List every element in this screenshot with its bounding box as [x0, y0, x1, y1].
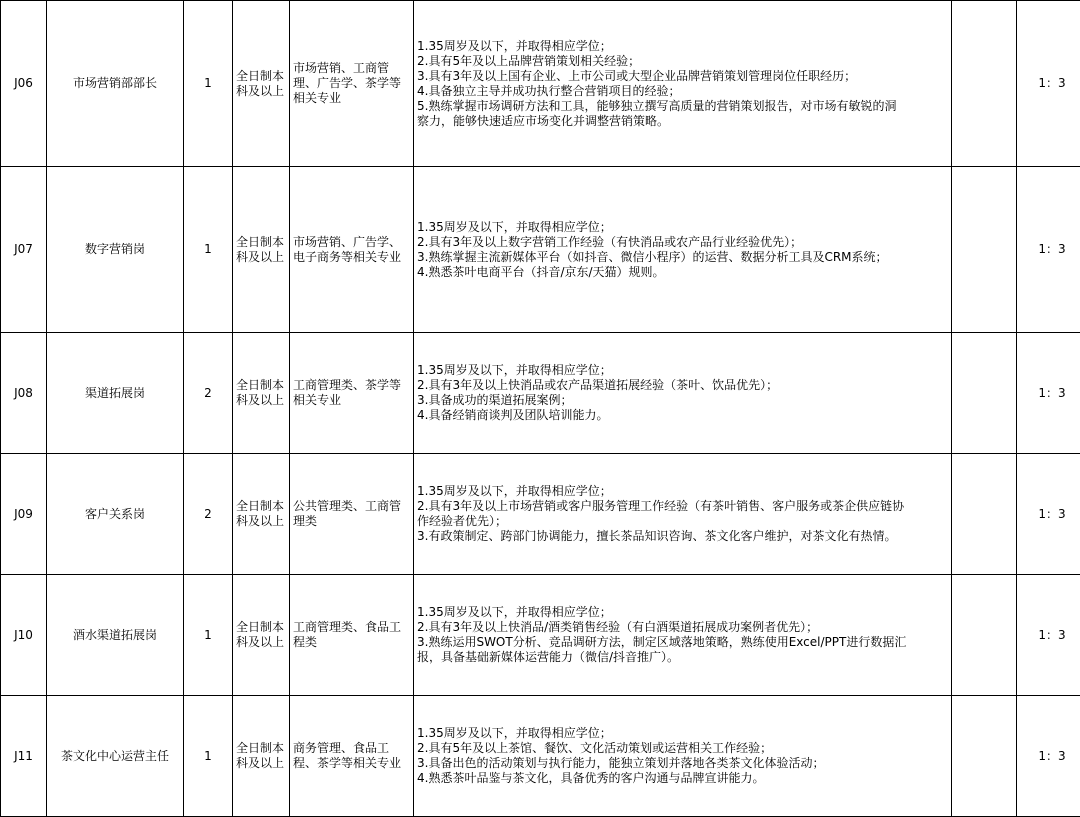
major-requirement: 市场营销、工商管理、广告学、茶学等相关专业	[290, 1, 414, 167]
education-requirement: 全日制本科及以上	[233, 696, 290, 817]
interview-ratio: 1：3	[1017, 333, 1080, 454]
requirement-line: 2.具有5年及以上茶馆、餐饮、文化活动策划或运营相关工作经验；	[417, 741, 948, 756]
education-requirement: 全日制本科及以上	[233, 333, 290, 454]
table-body	[1, 1, 1080, 817]
requirement-line: 4.熟悉茶叶电商平台（抖音/京东/天猫）规则。	[417, 265, 948, 280]
qualification-requirements	[414, 1, 952, 167]
requirement-line: 1.35周岁及以下，并取得相应学位；	[417, 605, 948, 620]
qualification-requirements	[414, 167, 952, 333]
requirement-line: 2.具有5年及以上品牌营销策划相关经验；	[417, 54, 948, 69]
table-row	[1, 333, 1080, 454]
position-title: 数字营销岗	[47, 167, 184, 333]
position-title: 渠道拓展岗	[47, 333, 184, 454]
interview-ratio: 1：3	[1017, 454, 1080, 575]
qualification-requirements	[414, 575, 952, 696]
education-requirement: 全日制本科及以上	[233, 454, 290, 575]
table-row	[1, 575, 1080, 696]
table-row	[1, 1, 1080, 167]
headcount: 1	[184, 696, 233, 817]
major-requirement: 工商管理类、茶学等相关专业	[290, 333, 414, 454]
position-code: J09	[1, 454, 47, 575]
requirement-line: 3.具备成功的渠道拓展案例；	[417, 393, 948, 408]
position-code: J11	[1, 696, 47, 817]
interview-ratio: 1：3	[1017, 167, 1080, 333]
headcount: 2	[184, 333, 233, 454]
education-requirement: 全日制本科及以上	[233, 167, 290, 333]
requirement-line: 报，具备基础新媒体运营能力（微信/抖音推广）。	[417, 650, 948, 665]
position-title: 客户关系岗	[47, 454, 184, 575]
table-row	[1, 167, 1080, 333]
requirement-line: 4.具备经销商谈判及团队培训能力。	[417, 408, 948, 423]
table-row	[1, 454, 1080, 575]
table-row	[1, 696, 1080, 817]
headcount: 2	[184, 454, 233, 575]
blank-cell	[952, 696, 1017, 817]
requirement-line: 3.熟练运用SWOT分析、竞品调研方法，制定区域落地策略，熟练使用Excel/PPT进行数据汇	[417, 635, 948, 650]
requirement-line: 2.具有3年及以上快消品或农产品渠道拓展经验（茶叶、饮品优先）；	[417, 378, 948, 393]
interview-ratio: 1：3	[1017, 1, 1080, 167]
position-code: J10	[1, 575, 47, 696]
education-requirement: 全日制本科及以上	[233, 1, 290, 167]
qualification-requirements	[414, 696, 952, 817]
requirement-line: 4.熟悉茶叶品鉴与茶文化，具备优秀的客户沟通与品牌宣讲能力。	[417, 771, 948, 786]
major-requirement: 商务管理、食品工程、茶学等相关专业	[290, 696, 414, 817]
blank-cell	[952, 454, 1017, 575]
requirement-line: 1.35周岁及以下，并取得相应学位；	[417, 726, 948, 741]
requirement-line: 4.具备独立主导并成功执行整合营销项目的经验；	[417, 84, 948, 99]
position-title: 酒水渠道拓展岗	[47, 575, 184, 696]
major-requirement: 工商管理类、食品工程类	[290, 575, 414, 696]
interview-ratio: 1：3	[1017, 696, 1080, 817]
requirement-line: 1.35周岁及以下，并取得相应学位；	[417, 39, 948, 54]
qualification-requirements	[414, 333, 952, 454]
blank-cell	[952, 167, 1017, 333]
education-requirement: 全日制本科及以上	[233, 575, 290, 696]
requirement-line: 5.熟练掌握市场调研方法和工具，能够独立撰写高质量的营销策划报告，对市场有敏锐的洞	[417, 99, 948, 114]
position-title: 茶文化中心运营主任	[47, 696, 184, 817]
position-code: J07	[1, 167, 47, 333]
requirement-line: 1.35周岁及以下，并取得相应学位；	[417, 220, 948, 235]
position-code: J06	[1, 1, 47, 167]
requirement-line: 2.具有3年及以上市场营销或客户服务管理工作经验（有茶叶销售、客户服务或茶企供应链协	[417, 499, 948, 514]
blank-cell	[952, 333, 1017, 454]
requirement-line: 3.熟练掌握主流新媒体平台（如抖音、微信小程序）的运营、数据分析工具及CRM系统；	[417, 250, 948, 265]
requirement-line: 2.具有3年及以上快消品/酒类销售经验（有白酒渠道拓展成功案例者优先）；	[417, 620, 948, 635]
qualification-requirements	[414, 454, 952, 575]
position-title: 市场营销部部长	[47, 1, 184, 167]
major-requirement: 公共管理类、工商管理类	[290, 454, 414, 575]
position-code: J08	[1, 333, 47, 454]
blank-cell	[952, 1, 1017, 167]
requirement-line: 作经验者优先）；	[417, 514, 948, 529]
requirement-line: 2.具有3年及以上数字营销工作经验（有快消品或农产品行业经验优先）；	[417, 235, 948, 250]
headcount: 1	[184, 1, 233, 167]
headcount: 1	[184, 575, 233, 696]
requirement-line: 3.具备出色的活动策划与执行能力，能独立策划并落地各类茶文化体验活动；	[417, 756, 948, 771]
requirement-line: 3.有政策制定、跨部门协调能力，擅长茶品知识咨询、茶文化客户维护，对茶文化有热情。	[417, 529, 948, 544]
requirement-line: 1.35周岁及以下，并取得相应学位；	[417, 484, 948, 499]
interview-ratio: 1：3	[1017, 575, 1080, 696]
requirement-line: 3.具有3年及以上国有企业、上市公司或大型企业品牌营销策划管理岗位任职经历；	[417, 69, 948, 84]
major-requirement: 市场营销、广告学、电子商务等相关专业	[290, 167, 414, 333]
blank-cell	[952, 575, 1017, 696]
requirement-line: 察力，能够快速适应市场变化并调整营销策略。	[417, 114, 948, 129]
headcount: 1	[184, 167, 233, 333]
requirement-line: 1.35周岁及以下，并取得相应学位；	[417, 363, 948, 378]
